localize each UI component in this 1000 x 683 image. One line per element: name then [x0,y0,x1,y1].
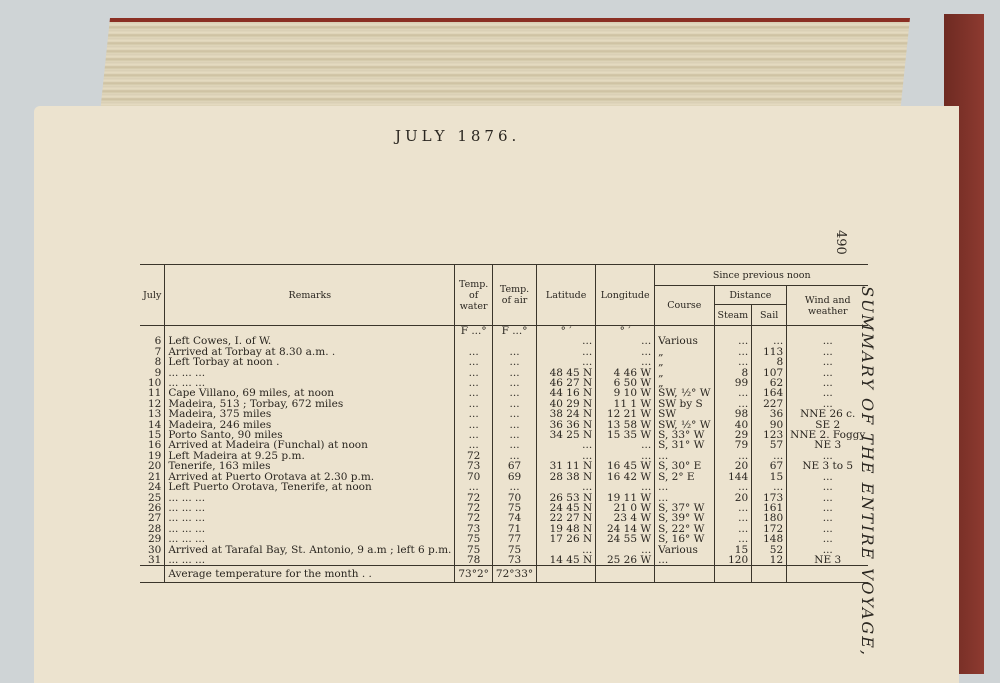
cell-lon: ... [596,482,655,492]
cell-lat: 44 16 N [537,388,596,398]
header-temp-air: Temp. of air [492,265,536,326]
cell-lon: ... [596,545,655,555]
cell-wind: ... [787,503,869,513]
cell-lat: 46 27 N [537,378,596,388]
cell-remarks: Left Puerto Orotava, Tenerife, at noon [165,482,455,492]
cell-tw: ... [455,420,493,430]
cell-lon: 16 45 W [596,461,655,471]
table-row [140,503,868,513]
cell-lon: 24 14 W [596,524,655,534]
cell-remarks: Arrived at Madeira (Funchal) at noon [165,440,455,450]
cell-lat: ... [537,440,596,450]
header-latitude: Latitude [537,265,596,326]
cell-course: SW, ½° W [655,420,714,430]
cell-course: S, 39° W [655,513,714,523]
cell-ta: 71 [492,524,536,534]
cell-tw: ... [455,357,493,367]
cell-tw: 75 [455,545,493,555]
cell-day: 12 [147,397,162,410]
cell-lat: ... [537,347,596,357]
cell-wind: SE 2 [787,420,869,430]
cell-course: Various [655,545,714,555]
cell-sail: ... [752,451,787,461]
cell-day: 9 [154,366,162,379]
cell-steam: 144 [714,472,752,482]
cell-sail: 90 [752,420,787,430]
cell-ta: 75 [492,545,536,555]
cell-day: 11 [147,387,162,400]
cell-lon: 21 0 W [596,503,655,513]
cell-wind: NE 3 [787,555,869,566]
cell-steam: ... [714,347,752,357]
cell-lon: 13 58 W [596,420,655,430]
header-since-noon: Since previous noon [655,265,869,286]
cell-sail: 36 [752,409,787,419]
cell-steam: ... [714,399,752,409]
header-distance: Distance [714,286,787,305]
cell-remarks: Arrived at Torbay at 8.30 a.m. . [165,347,455,357]
cell-course: Various [655,336,714,346]
cell-steam: ... [714,482,752,492]
cell-lat: 38 24 N [537,409,596,419]
cell-wind: ... [787,472,869,482]
cell-sail: 15 [752,472,787,482]
cell-tw: ... [455,409,493,419]
cell-remarks: Madeira, 513 ; Torbay, 672 miles [165,399,455,409]
cell-remarks: ... ... ... [165,503,455,513]
table-row [140,493,868,503]
cell-course: S, 22° W [655,524,714,534]
cell-sail: 180 [752,513,787,523]
table-row [140,357,868,367]
cell-lat: 34 25 N [537,430,596,440]
cell-course: S, 2° E [655,472,714,482]
cell-sail: 172 [752,524,787,534]
cell-lat: 40 29 N [537,399,596,409]
cell-remarks: ... ... ... [165,534,455,544]
table-row [140,545,868,555]
cell-ta: ... [492,451,536,461]
cell-tw: ... [455,347,493,357]
cell-lon: ... [596,357,655,367]
cell-sail: 123 [752,430,787,440]
cell-tw: 73 [455,461,493,471]
cell-day: 25 [147,491,162,504]
average-temp-air: 72°33° [492,566,536,582]
cell-steam: 98 [714,409,752,419]
cell-tw: 75 [455,534,493,544]
cell-wind: ... [787,493,869,503]
cell-tw: 73 [455,524,493,534]
cell-day: 6 [154,335,162,348]
cell-wind: ... [787,524,869,534]
cell-lon: ... [596,451,655,461]
cell-remarks: Left Madeira at 9.25 p.m. [165,451,455,461]
header-day: July [140,265,165,326]
table-row [140,534,868,544]
cell-wind: NNE 2. Foggy [787,430,869,440]
table-row [140,524,868,534]
cell-lat: 24 45 N [537,503,596,513]
cell-sail: 107 [752,368,787,378]
cell-lon: ... [596,336,655,346]
unit-temp-air: F ...° [492,326,536,337]
cell-day: 13 [147,408,162,421]
cell-lat: ... [537,336,596,346]
cell-course: ... [655,482,714,492]
cell-course: SW [655,409,714,419]
cell-ta: 74 [492,513,536,523]
cell-remarks: ... ... ... [165,513,455,523]
cell-remarks: Tenerife, 163 miles [165,461,455,471]
header-remarks: Remarks [165,265,455,326]
cell-wind: ... [787,378,869,388]
cell-tw: 78 [455,555,493,566]
cell-tw: 72 [455,451,493,461]
header-wind: Wind and weather [787,286,869,326]
cell-day: 8 [154,356,162,369]
cell-remarks: ... ... ... [165,378,455,388]
cell-wind: ... [787,336,869,346]
cell-tw: ... [455,388,493,398]
cell-sail: 67 [752,461,787,471]
average-temp-water: 73°2° [455,566,493,582]
cell-steam: 8 [714,368,752,378]
cell-ta: ... [492,430,536,440]
cell-sail: 227 [752,399,787,409]
cell-lon: 6 50 W [596,378,655,388]
cell-lat: 19 48 N [537,524,596,534]
cell-day: 21 [147,470,162,483]
cell-ta: ... [492,388,536,398]
cell-sail: 52 [752,545,787,555]
cell-sail: 57 [752,440,787,450]
header-sail: Sail [752,305,787,326]
cell-course: „ [655,357,714,367]
cell-lat: ... [537,357,596,367]
cell-lon: 16 42 W [596,472,655,482]
cell-wind: ... [787,534,869,544]
cell-course: S, 16° W [655,534,714,544]
cell-steam: ... [714,524,752,534]
cell-lon: 19 11 W [596,493,655,503]
average-row [140,566,868,582]
cell-steam: 120 [714,555,752,566]
voyage-table [140,264,868,583]
cell-course: S, 31° W [655,440,714,450]
cell-tw: ... [455,399,493,409]
cell-steam: ... [714,503,752,513]
cell-course: S, 30° E [655,461,714,471]
cell-steam: 40 [714,420,752,430]
cell-tw: ... [455,482,493,492]
cell-course: ... [655,493,714,503]
unit-latitude: ° ′ [537,326,596,337]
cell-day: 16 [147,439,162,452]
cell-lon: 24 55 W [596,534,655,544]
cell-ta: ... [492,409,536,419]
table-row [140,482,868,492]
cell-ta: ... [492,378,536,388]
page-number: 490 [833,230,848,255]
cell-course: S, 37° W [655,503,714,513]
cell-lon: ... [596,347,655,357]
cell-wind: ... [787,368,869,378]
cell-lat: 48 45 N [537,368,596,378]
cell-day: 15 [147,429,162,442]
cell-lat: 26 53 N [537,493,596,503]
cell-course: ... [655,555,714,566]
table-row [140,555,868,566]
table-row [140,368,868,378]
cell-remarks: ... ... ... [165,493,455,503]
cell-day: 19 [147,449,162,462]
cell-course: „ [655,368,714,378]
cell-lat: 31 11 N [537,461,596,471]
cell-tw: 72 [455,493,493,503]
cell-ta: ... [492,368,536,378]
table-row [140,513,868,523]
cell-tw: ... [455,378,493,388]
cell-wind: ... [787,388,869,398]
cell-lat: ... [537,451,596,461]
cell-lon: 9 10 W [596,388,655,398]
cell-sail: 113 [752,347,787,357]
cell-ta: 67 [492,461,536,471]
cell-ta: ... [492,399,536,409]
cell-sail: 161 [752,503,787,513]
cell-remarks: ... ... ... [165,368,455,378]
cell-sail: 62 [752,378,787,388]
cell-sail: ... [752,336,787,346]
cell-remarks: Left Cowes, I. of W. [165,336,455,346]
cell-day: 31 [147,553,162,566]
cell-lon: 15 35 W [596,430,655,440]
cell-lon: 4 46 W [596,368,655,378]
cell-steam: 15 [714,545,752,555]
cell-wind: NNE 26 c. [787,409,869,419]
cell-wind: ... [787,451,869,461]
cell-remarks: Porto Santo, 90 miles [165,430,455,440]
cell-steam: ... [714,451,752,461]
cell-wind: ... [787,545,869,555]
cell-tw: 72 [455,503,493,513]
cell-day: 29 [147,533,162,546]
cell-lat: 17 26 N [537,534,596,544]
cell-ta: 77 [492,534,536,544]
unit-longitude: ° ′ [596,326,655,337]
cell-steam: ... [714,513,752,523]
cell-wind: ... [787,347,869,357]
cell-lat: ... [537,482,596,492]
cell-steam: 79 [714,440,752,450]
cell-ta: ... [492,482,536,492]
average-label: Average temperature for the month . . [165,566,455,582]
cell-wind: ... [787,399,869,409]
cell-course: „ [655,378,714,388]
cell-lon: 23 4 W [596,513,655,523]
running-head: SUMMARY OF THE ENTIRE VOYAGE, [858,286,877,657]
cell-ta: ... [492,440,536,450]
cell-wind: ... [787,513,869,523]
cell-day: 20 [147,460,162,473]
cell-tw: ... [455,440,493,450]
cell-day: 24 [147,481,162,494]
cell-steam: ... [714,388,752,398]
cell-wind: NE 3 to 5 [787,461,869,471]
cell-steam: ... [714,534,752,544]
cell-lon: 25 26 W [596,555,655,566]
cell-steam: 20 [714,461,752,471]
cell-ta: 70 [492,493,536,503]
header-steam: Steam [714,305,752,326]
cell-tw: 70 [455,472,493,482]
cell-course: S, 33° W [655,430,714,440]
cell-course: SW, ½° W [655,388,714,398]
cell-lon: ... [596,440,655,450]
cell-sail: 173 [752,493,787,503]
cell-tw: ... [455,430,493,440]
cell-lon: 11 1 W [596,399,655,409]
cell-lat: 22 27 N [537,513,596,523]
cell-day: 26 [147,501,162,514]
cell-remarks: Arrived at Puerto Orotava at 2.30 p.m. [165,472,455,482]
cell-ta: ... [492,347,536,357]
cell-remarks: Cape Villano, 69 miles, at noon [165,388,455,398]
cell-day: 14 [147,418,162,431]
cell-lon: 12 21 W [596,409,655,419]
cell-day: 7 [154,345,162,358]
cell-sail: 8 [752,357,787,367]
cell-wind: ... [787,482,869,492]
cell-ta: 73 [492,555,536,566]
cell-remarks: Madeira, 375 miles [165,409,455,419]
cell-steam: ... [714,336,752,346]
cell-sail: 148 [752,534,787,544]
cell-day: 27 [147,512,162,525]
cell-lat: 14 45 N [537,555,596,566]
cell-ta: ... [492,420,536,430]
cell-day: 10 [147,377,162,390]
header-course: Course [655,286,714,326]
header-temp-water: Temp. of water [455,265,493,326]
cell-ta: 75 [492,503,536,513]
cell-lat: ... [537,545,596,555]
cell-day: 28 [147,522,162,535]
cell-lat: 28 38 N [537,472,596,482]
cell-course: SW by S [655,399,714,409]
cell-sail: 12 [752,555,787,566]
cell-course: „ [655,347,714,357]
cell-day: 30 [147,543,162,556]
cell-course: ... [655,451,714,461]
cell-steam: 20 [714,493,752,503]
cell-remarks: ... ... ... [165,555,455,566]
unit-temp-water: F ...° [455,326,493,337]
cell-remarks: Left Torbay at noon . [165,357,455,367]
cell-ta: ... [492,357,536,367]
cell-steam: 29 [714,430,752,440]
cell-steam: 99 [714,378,752,388]
cell-remarks: ... ... ... [165,524,455,534]
cell-ta: 69 [492,472,536,482]
cell-wind: ... [787,357,869,367]
cell-tw: ... [455,368,493,378]
page-title: JULY 1876. [395,127,521,145]
cell-remarks: Madeira, 246 miles [165,420,455,430]
cell-steam: ... [714,357,752,367]
header-longitude: Longitude [596,265,655,326]
cell-sail: ... [752,482,787,492]
cell-wind: NE 3 [787,440,869,450]
cell-sail: 164 [752,388,787,398]
cell-lat: 36 36 N [537,420,596,430]
cell-tw: 72 [455,513,493,523]
cell-remarks: Arrived at Tarafal Bay, St. Antonio, 9 a.m ; left 6 p.m. [165,545,455,555]
